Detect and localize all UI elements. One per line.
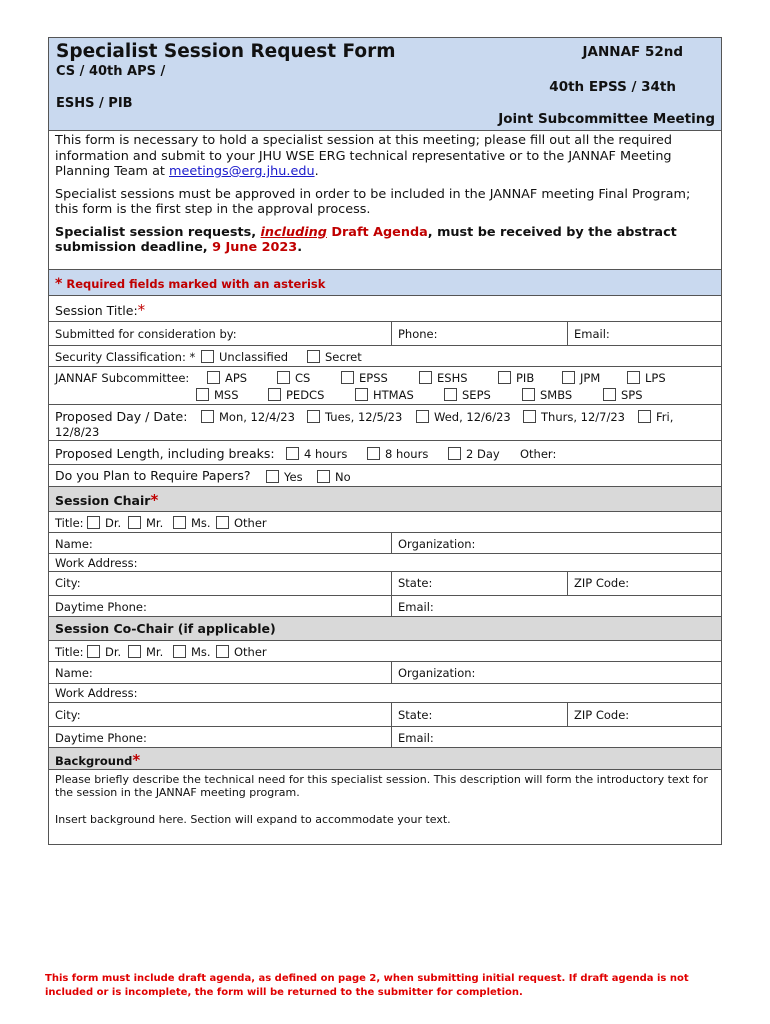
cochair-city-label: City:	[55, 707, 81, 722]
subcommittee-option[interactable]	[196, 388, 239, 402]
divider	[391, 662, 392, 683]
checkbox[interactable]	[341, 371, 354, 384]
divider	[391, 703, 392, 726]
title-label-other: Other	[234, 644, 267, 659]
day-label-mon: Mon, 12/4/23	[219, 409, 295, 424]
subcommittee-label-jpm: JPM	[580, 370, 601, 385]
title-label-other: Other	[234, 515, 267, 530]
subcommittee-option[interactable]	[627, 371, 666, 385]
yes-checkbox[interactable]	[266, 470, 279, 483]
length-option[interactable]	[286, 447, 347, 461]
checkbox[interactable]	[268, 388, 281, 401]
checkbox[interactable]	[355, 388, 368, 401]
day-option[interactable]	[523, 410, 625, 424]
checkbox[interactable]	[196, 388, 209, 401]
cochair-email-label: Email:	[398, 730, 434, 745]
meeting-type: Joint Subcommittee Meeting	[498, 111, 715, 127]
form-title: Specialist Session Request Form	[56, 41, 396, 62]
checkbox[interactable]	[277, 371, 290, 384]
submitted-by-row	[49, 321, 721, 345]
no-checkbox[interactable]	[317, 470, 330, 483]
form-header	[49, 38, 721, 131]
subcommittee-label-htmas: HTMAS	[373, 387, 414, 402]
intro-p3-b: , must be received by the abstract submission deadline,	[55, 224, 677, 255]
subcommittee-label-aps: APS	[225, 370, 248, 385]
checkbox[interactable]	[216, 516, 229, 529]
cochair-title-row	[49, 640, 721, 661]
title-label-ms: Ms.	[191, 515, 211, 530]
subcommittee-option[interactable]	[277, 371, 310, 385]
intro-p3-draft: Draft Agenda	[326, 224, 428, 240]
cochair-title-option[interactable]	[216, 645, 267, 659]
subcommittee-label-epss: EPSS	[359, 370, 388, 385]
divider	[567, 572, 568, 595]
divider	[567, 703, 568, 726]
footer-notice: This form must include draft agenda, as defined on page 2, when submitting initial request. If draft agenda is not included or is incomplete, the form will be returned to the submitter for completion.	[45, 973, 689, 998]
day-label-thurs: Thurs, 12/7/23	[541, 409, 625, 424]
day-label-fri: Fri,	[656, 409, 674, 424]
intro-p3-including: including	[260, 224, 327, 240]
papers-row	[49, 464, 721, 486]
session-chair-heading	[49, 486, 721, 511]
chair-title-option[interactable]	[87, 516, 121, 530]
title-label-ms: Ms.	[191, 644, 211, 659]
day-label-tues: Tues, 12/5/23	[325, 409, 403, 424]
background-placeholder[interactable]: Insert background here. Section will expand to accommodate your text.	[55, 812, 451, 826]
cochair-phone-label: Daytime Phone:	[55, 730, 147, 745]
subcommittee-label-pedcs: PEDCS	[286, 387, 325, 402]
subcommittee-label-eshs: ESHS	[437, 370, 468, 385]
chair-phone-label: Daytime Phone:	[55, 599, 147, 614]
chair-heading-text: Session Chair	[55, 492, 151, 508]
phone-label: Phone:	[398, 326, 438, 341]
intro-p3-end: .	[297, 240, 303, 255]
title-label-mr: Mr.	[146, 644, 164, 659]
length-label-8h: 8 hours	[385, 446, 429, 461]
meeting-name: JANNAF 52nd	[582, 44, 683, 60]
subcommittee-label: JANNAF Subcommittee:	[55, 370, 190, 385]
fri-date: 12/8/23	[55, 424, 100, 439]
proposed-day-label: Proposed Day / Date:	[55, 408, 188, 424]
length-option[interactable]	[448, 447, 500, 461]
required-note	[49, 269, 721, 295]
checkbox[interactable]	[523, 410, 536, 423]
unclassified-checkbox[interactable]	[201, 350, 214, 363]
checkbox[interactable]	[562, 371, 575, 384]
subcommittee-option[interactable]	[444, 388, 491, 402]
subcommittee-label-lps: LPS	[645, 370, 666, 385]
checkbox[interactable]	[216, 645, 229, 658]
no-label: No	[335, 469, 351, 484]
checkbox[interactable]	[498, 371, 511, 384]
checkbox[interactable]	[207, 371, 220, 384]
papers-label: Do you Plan to Require Papers?	[55, 467, 251, 483]
subcommittee-option[interactable]	[603, 388, 643, 402]
checkbox[interactable]	[419, 371, 432, 384]
secret-label: Secret	[325, 349, 362, 364]
chair-title-option[interactable]	[216, 516, 267, 530]
security-row	[49, 345, 721, 366]
chair-title-option[interactable]	[128, 516, 163, 530]
day-option[interactable]	[638, 410, 673, 424]
subcommittee-option[interactable]	[419, 371, 468, 385]
checkbox[interactable]	[286, 447, 299, 460]
divider	[567, 322, 568, 345]
checkbox[interactable]	[87, 645, 100, 658]
length-label: Proposed Length, including breaks:	[55, 445, 275, 461]
checkbox[interactable]	[603, 388, 616, 401]
cochair-heading-text: Session Co-Chair (if applicable)	[55, 620, 276, 636]
session-request-form	[48, 37, 722, 845]
title-label-dr: Dr.	[105, 515, 122, 530]
intro-text	[49, 131, 721, 269]
proposed-day-row	[49, 404, 721, 440]
title-label-mr: Mr.	[146, 515, 164, 530]
subcommittee-label-pib: PIB	[516, 370, 535, 385]
session-title-star: *	[137, 300, 146, 319]
checkbox[interactable]	[627, 371, 640, 384]
chair-title-label: Title:	[55, 515, 84, 530]
background-instructions: Please briefly describe the technical need for this specialist session. This description will form the introductory text for the session in the JANNAF meeting program.	[55, 772, 708, 799]
meeting-subname: 40th EPSS / 34th	[549, 79, 676, 95]
divider	[391, 533, 392, 553]
title-label-dr: Dr.	[105, 644, 122, 659]
required-star: *	[55, 275, 63, 292]
header-subtitle-line2: ESHS / PIB	[56, 96, 133, 111]
checkbox[interactable]	[201, 410, 214, 423]
subcommittee-row	[49, 366, 721, 404]
subcommittee-option[interactable]	[207, 371, 247, 385]
subcommittee-option[interactable]	[562, 371, 600, 385]
divider	[391, 322, 392, 345]
cochair-title-option[interactable]	[87, 645, 121, 659]
security-label: Security Classification: *	[55, 349, 196, 364]
divider	[391, 572, 392, 595]
subcommittee-option[interactable]	[355, 388, 414, 402]
chair-title-row	[49, 511, 721, 532]
submitted-by-label: Submitted for consideration by:	[55, 326, 237, 341]
checkbox[interactable]	[444, 388, 457, 401]
day-label-wed: Wed, 12/6/23	[434, 409, 511, 424]
cochair-address-row	[49, 683, 721, 702]
subcommittee-option[interactable]	[522, 388, 572, 402]
intro-paragraph-2: Specialist sessions must be approved in order to be included in the JANNAF meeting Final Program; this form is the first step in the approval process.	[55, 186, 691, 217]
required-note-text: Required fields marked with an asterisk	[66, 276, 326, 291]
checkbox[interactable]	[307, 410, 320, 423]
chair-address-label: Work Address:	[55, 555, 138, 570]
cochair-title-option[interactable]	[173, 645, 211, 659]
checkbox[interactable]	[448, 447, 461, 460]
checkbox[interactable]	[128, 516, 141, 529]
email-label: Email:	[574, 326, 610, 341]
cochair-title-label: Title:	[55, 644, 84, 659]
checkbox[interactable]	[128, 645, 141, 658]
chair-address-row	[49, 553, 721, 571]
unclassified-label: Unclassified	[219, 349, 289, 364]
cochair-title-option[interactable]	[128, 645, 163, 659]
email-link[interactable]: meetings@erg.jhu.edu	[169, 164, 315, 179]
secret-option[interactable]	[307, 350, 362, 364]
chair-name-row	[49, 532, 721, 553]
subcommittee-label-mss: MSS	[214, 387, 239, 402]
session-title-row[interactable]	[49, 295, 721, 321]
cochair-state-label: State:	[398, 707, 433, 722]
other-length-label: Other:	[520, 446, 557, 461]
checkbox[interactable]	[367, 447, 380, 460]
chair-city-row	[49, 571, 721, 595]
subcommittee-option[interactable]	[341, 371, 388, 385]
secret-checkbox[interactable]	[307, 350, 320, 363]
checkbox[interactable]	[87, 516, 100, 529]
chair-phone-row	[49, 595, 721, 616]
cochair-phone-row	[49, 726, 721, 747]
session-title-label	[55, 301, 145, 319]
papers-yes-option[interactable]	[266, 470, 303, 484]
chair-email-label: Email:	[398, 599, 434, 614]
deadline-date: 9 June 2023	[212, 240, 298, 255]
background-heading	[49, 747, 721, 769]
day-option[interactable]	[307, 410, 402, 424]
chair-city-label: City:	[55, 575, 81, 590]
subcommittee-label-cs: CS	[295, 370, 311, 385]
chair-name-label: Name:	[55, 536, 93, 551]
length-row	[49, 440, 721, 464]
divider	[391, 596, 392, 616]
chair-organization-label: Organization:	[398, 536, 476, 551]
chair-star: *	[150, 490, 159, 509]
length-option[interactable]	[367, 447, 428, 461]
background-body[interactable]	[49, 769, 721, 844]
chair-zip-label: ZIP Code:	[574, 575, 630, 590]
intro-paragraph-1	[55, 133, 715, 180]
intro-paragraph-3	[55, 225, 715, 256]
subcommittee-label-smbs: SMBS	[540, 387, 573, 402]
background-star: *	[132, 750, 141, 769]
cochair-organization-label: Organization:	[398, 665, 476, 680]
subcommittee-option[interactable]	[268, 388, 324, 402]
session-cochair-heading	[49, 616, 721, 640]
length-label-2day: 2 Day	[466, 446, 500, 461]
day-option[interactable]	[201, 410, 295, 424]
subcommittee-label-sps: SPS	[621, 387, 643, 402]
divider	[391, 727, 392, 747]
header-subtitle-line1: CS / 40th APS /	[56, 64, 166, 79]
checkbox[interactable]	[638, 410, 651, 423]
background-heading-text: Background	[55, 753, 133, 768]
subcommittee-option[interactable]	[498, 371, 534, 385]
yes-label: Yes	[284, 469, 303, 484]
session-title-text: Session Title:	[55, 302, 138, 318]
unclassified-option[interactable]	[201, 350, 288, 364]
papers-no-option[interactable]	[317, 470, 351, 484]
checkbox[interactable]	[173, 516, 186, 529]
day-option[interactable]	[416, 410, 511, 424]
checkbox[interactable]	[416, 410, 429, 423]
cochair-address-label: Work Address:	[55, 685, 138, 700]
subcommittee-label-seps: SEPS	[462, 387, 491, 402]
intro-p1-end: .	[314, 164, 319, 179]
length-label-4h: 4 hours	[304, 446, 348, 461]
intro-p3-a: Specialist session requests,	[55, 224, 261, 240]
checkbox[interactable]	[173, 645, 186, 658]
intro-p1-text: This form is necessary to hold a specialist session at this meeting; please fill out all the required information and submit to your JHU WSE ERG technical representative or to the JANNAF Meeting Planning Team at	[55, 133, 673, 179]
cochair-zip-label: ZIP Code:	[574, 707, 630, 722]
chair-title-option[interactable]	[173, 516, 211, 530]
cochair-name-row	[49, 661, 721, 683]
cochair-city-row	[49, 702, 721, 726]
chair-state-label: State:	[398, 575, 433, 590]
checkbox[interactable]	[522, 388, 535, 401]
cochair-name-label: Name:	[55, 665, 93, 680]
